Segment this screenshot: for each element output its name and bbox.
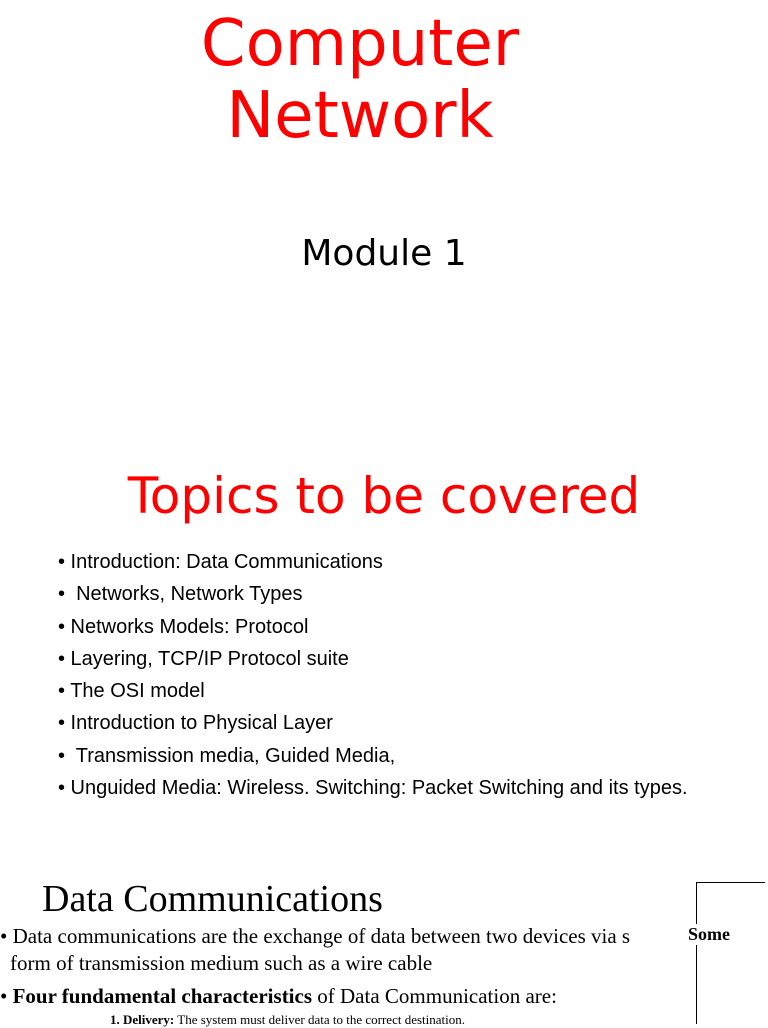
embedded-frame-lower (696, 944, 768, 1024)
bold-phrase: 1. Delivery: (110, 1012, 175, 1027)
body-line: • Data communications are the exchange of data between two devices via s (0, 924, 631, 948)
title-line-1: Computer (200, 7, 520, 81)
topic-item: • Networks, Network Types (58, 583, 303, 606)
topic-item: • The OSI model (58, 680, 205, 703)
topic-list (58, 546, 688, 804)
slide-title (0, 8, 720, 152)
body-line: form of transmission medium such as a wire cable (10, 951, 433, 975)
topic-item: • Introduction to Physical Layer (58, 712, 333, 735)
overlay-word: Some (688, 924, 730, 944)
body-line (0, 984, 557, 1009)
topic-item: • Transmission media, Guided Media, (58, 744, 396, 767)
section-title: Data Communications (42, 878, 383, 920)
topic-item: • Networks Models: Protocol (58, 615, 309, 638)
bold-phrase: Four fundamental characteristics (12, 984, 313, 1008)
body-text: The system must deliver data to the correct destination. (174, 1012, 466, 1027)
slide-subtitle: Module 1 (301, 233, 467, 274)
body-text: of Data Communication are: (312, 984, 557, 1008)
topic-item: • Layering, TCP/IP Protocol suite (58, 647, 349, 670)
topics-heading: Topics to be covered (127, 467, 641, 525)
title-line-2: Network (226, 79, 494, 153)
body-line (110, 1012, 465, 1028)
topic-item: • Unguided Media: Wireless. Switching: Packet Switching and its types. (58, 777, 688, 800)
bullet: • (0, 984, 13, 1008)
topic-item: • Introduction: Data Communications (58, 551, 383, 573)
